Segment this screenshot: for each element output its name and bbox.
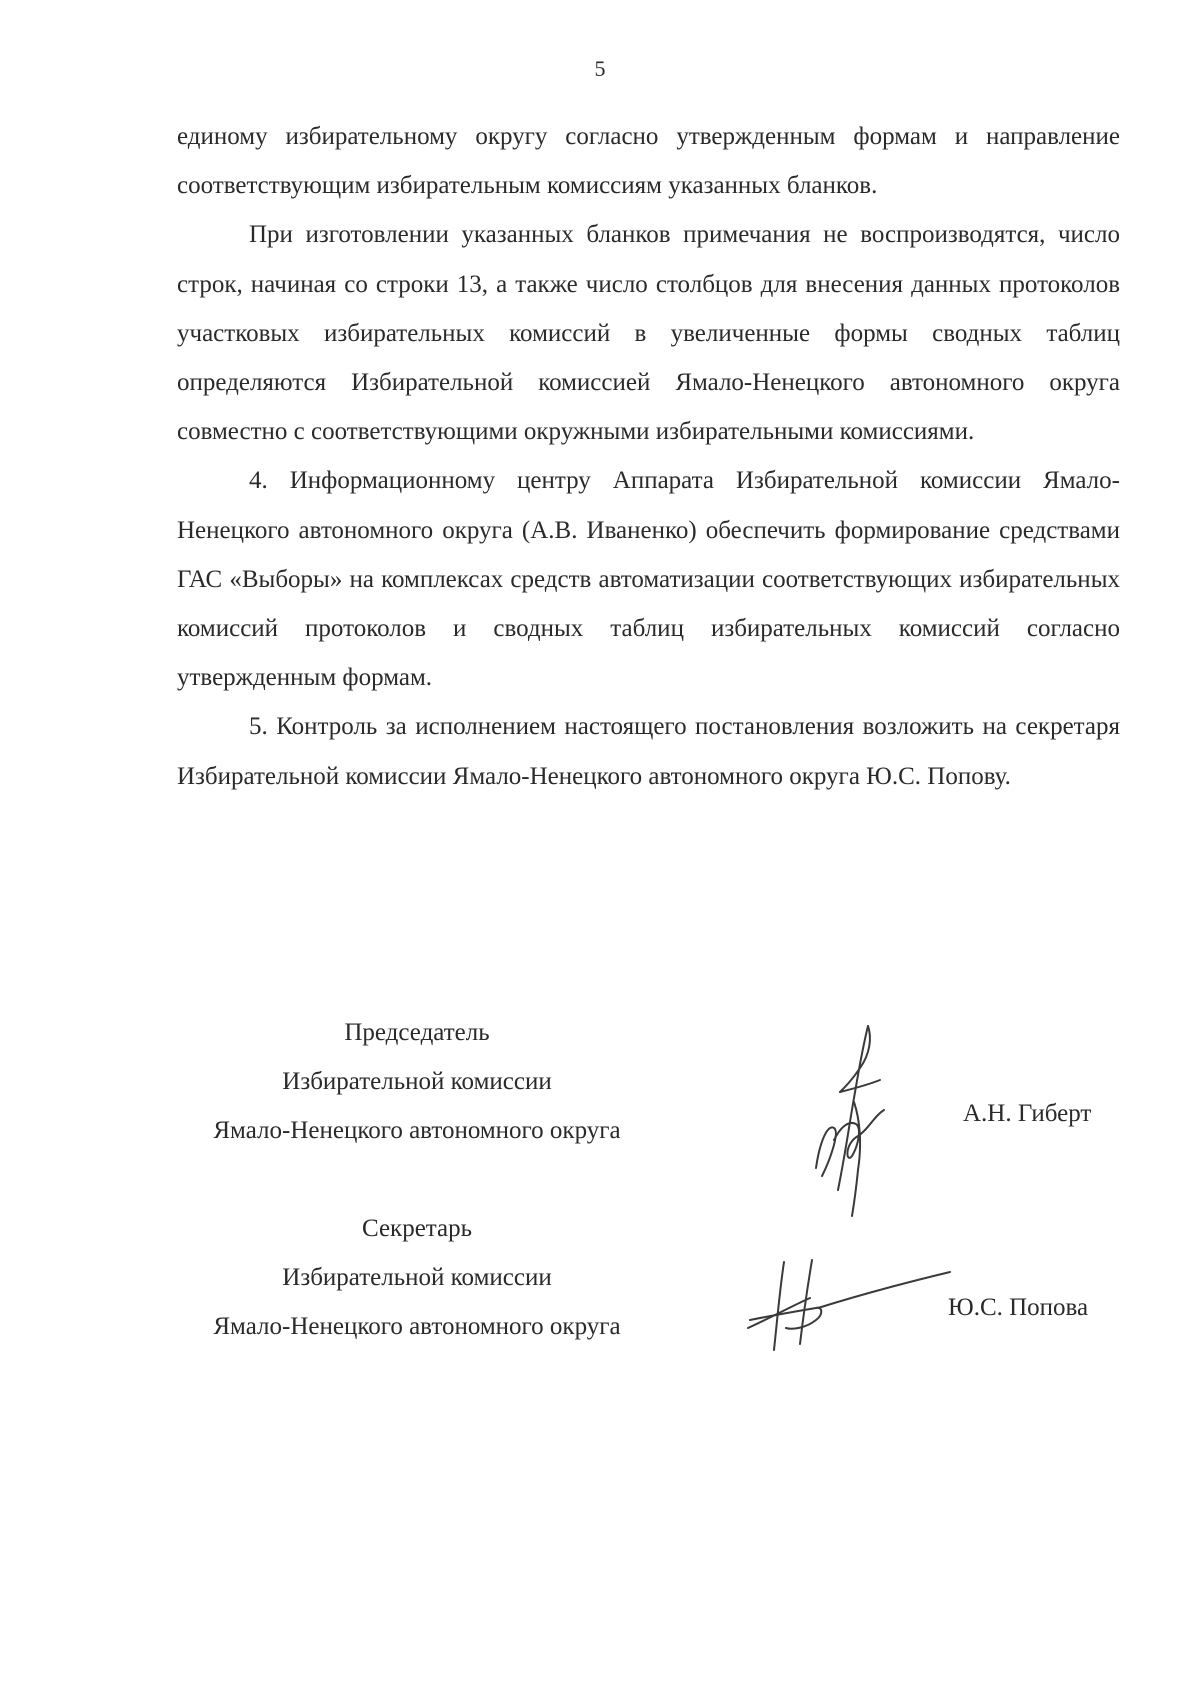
chairman-title-line: Председатель [344,1019,490,1046]
secretary-signature-image [740,1258,960,1358]
chairman-signature-image [800,1020,920,1220]
secretary-title-line: Секретарь [361,1215,473,1242]
chairman-title-line: Избирательной комиссии [282,1068,552,1095]
paragraph-blank-forms-note: При изготовлении указанных бланков примечания не воспроизводятся, число строк, начиная со строки 13, а также число столбцов для внесения данных протоколов участковых избирательных комиссий в увеличенные формы сводных таблиц определяются Избирательной комиссией Ямало-Ненецкого автономного округа совместно с соответствующими окружными избирательными комиссиями. [177,221,1120,446]
secretary-title-block [177,1204,657,1351]
chairman-name: А.Н. Гиберт [963,1100,1092,1127]
document-body [177,112,1120,801]
secretary-title-line: Избирательной комиссии [282,1264,552,1291]
page-number: 5 [594,56,606,81]
chairman-title-block [177,1008,657,1155]
paragraph-continuation: единому избирательному округу согласно утвержденным формам и направление соответствующим избирательным комиссиям указанных бланков. [177,123,1120,200]
secretary-name: Ю.С. Попова [948,1294,1089,1321]
paragraph-item-5: 5. Контроль за исполнением настоящего постановления возложить на секретаря Избирательной комиссии Ямало-Ненецкого автономного округа Ю.С. Попову. [177,713,1120,790]
secretary-title-line: Ямало-Ненецкого автономного округа [213,1313,621,1340]
chairman-title-line: Ямало-Ненецкого автономного округа [213,1117,621,1144]
paragraph-item-4: 4. Информационному центру Аппарата Избирательной комиссии Ямало-Ненецкого автономного округа (А.В. Иваненко) обеспечить формирование средствами ГАС «Выборы» на комплексах средств автоматизации соответствующих избирательных комиссий протоколов и сводных таблиц избирательных комиссий согласно утвержденным формам. [177,467,1120,692]
